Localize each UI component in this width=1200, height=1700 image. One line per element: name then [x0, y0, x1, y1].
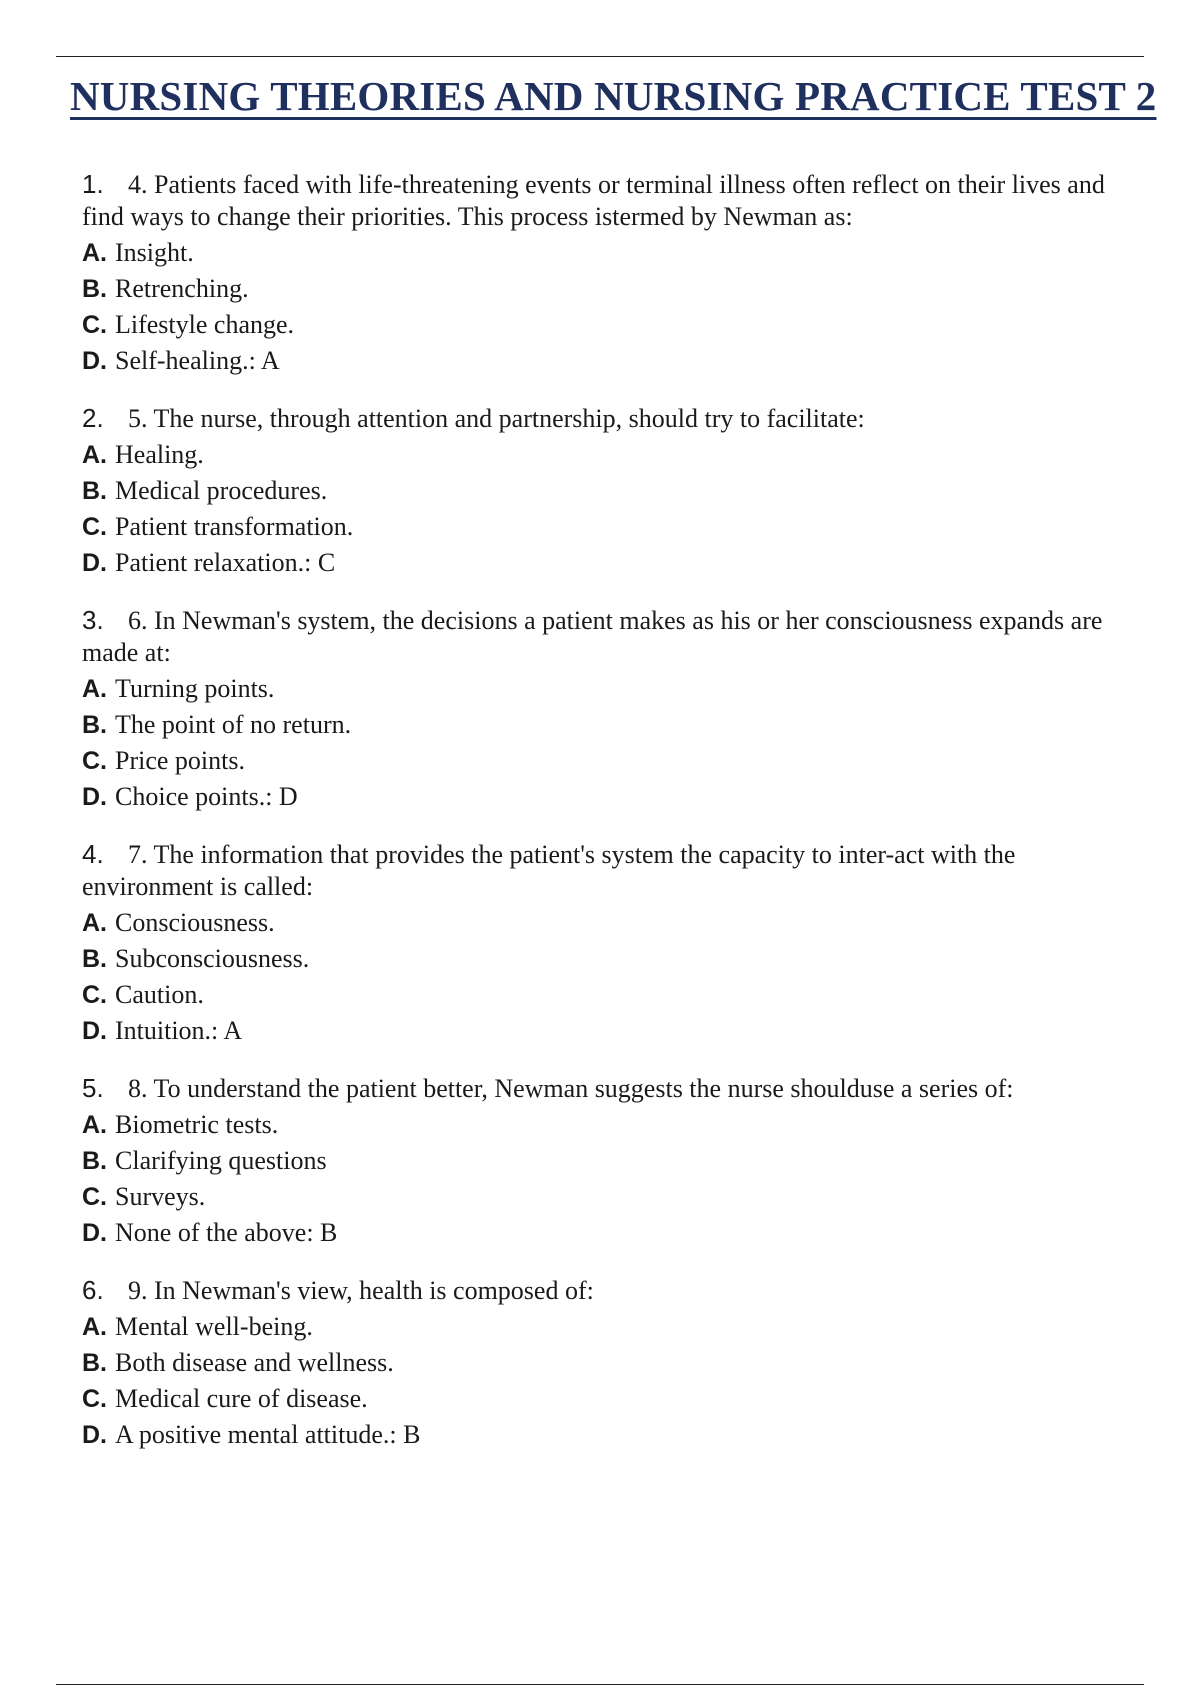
option-text: Subconsciousness. — [115, 944, 310, 973]
option-text: Price points. — [115, 746, 245, 775]
option-text: Both disease and wellness. — [115, 1348, 394, 1377]
option-text: A positive mental attitude.: B — [115, 1420, 421, 1449]
question-1 — [82, 168, 1144, 379]
question-number: 3. — [82, 605, 104, 635]
option-letter: A. — [82, 909, 107, 937]
option-text: Retrenching. — [115, 274, 249, 303]
page-title: NURSING THEORIES AND NURSING PRACTICE TEST 2 — [70, 73, 1157, 119]
option-c — [82, 743, 1144, 779]
option-a — [82, 437, 1144, 473]
option-text: The point of no return. — [115, 710, 352, 739]
option-text: Patient relaxation.: C — [115, 548, 336, 577]
question-text: 7. The information that provides the patient's system the capacity to inter-act with the environment is called: — [82, 840, 1016, 901]
question-stem — [82, 1274, 1144, 1307]
option-b — [82, 941, 1144, 977]
question-text: 4. Patients faced with life-threatening events or terminal illness often reflect on their lives and find ways to change their priorities. This process istermed by Newman as: — [82, 170, 1105, 231]
option-text: Lifestyle change. — [115, 310, 295, 339]
option-text: Choice points.: D — [115, 782, 298, 811]
option-letter: B. — [82, 477, 107, 505]
option-text: None of the above: B — [115, 1218, 338, 1247]
question-number: 6. — [82, 1275, 104, 1305]
option-c — [82, 1179, 1144, 1215]
option-letter: A. — [82, 1313, 107, 1341]
question-text: 6. In Newman's system, the decisions a patient makes as his or her consciousness expands are made at: — [82, 606, 1103, 667]
option-text: Consciousness. — [115, 908, 275, 937]
option-letter: C. — [82, 513, 107, 541]
option-a — [82, 905, 1144, 941]
option-a — [82, 671, 1144, 707]
option-letter: A. — [82, 441, 107, 469]
option-letter: D. — [82, 1219, 107, 1247]
option-text: Self-healing.: A — [115, 346, 280, 375]
question-4 — [82, 838, 1144, 1049]
question-stem — [82, 604, 1144, 669]
option-letter: D. — [82, 783, 107, 811]
option-letter: B. — [82, 1147, 107, 1175]
option-letter: B. — [82, 945, 107, 973]
option-letter: C. — [82, 311, 107, 339]
option-letter: D. — [82, 549, 107, 577]
option-c — [82, 307, 1144, 343]
option-a — [82, 235, 1144, 271]
option-b — [82, 707, 1144, 743]
option-text: Insight. — [115, 238, 194, 267]
option-c — [82, 977, 1144, 1013]
option-text: Intuition.: A — [115, 1016, 243, 1045]
option-letter: B. — [82, 1349, 107, 1377]
option-a — [82, 1309, 1144, 1345]
option-d — [82, 1417, 1144, 1453]
option-text: Medical procedures. — [115, 476, 328, 505]
option-b — [82, 271, 1144, 307]
option-letter: B. — [82, 275, 107, 303]
question-number: 4. — [82, 839, 104, 869]
option-text: Turning points. — [115, 674, 275, 703]
option-text: Biometric tests. — [115, 1110, 279, 1139]
question-text: 8. To understand the patient better, Newman suggests the nurse shoulduse a series of: — [128, 1074, 1014, 1103]
question-stem — [82, 838, 1144, 903]
option-d — [82, 343, 1144, 379]
question-number: 1. — [82, 169, 104, 199]
option-d — [82, 779, 1144, 815]
option-text: Medical cure of disease. — [115, 1384, 368, 1413]
question-number: 5. — [82, 1073, 104, 1103]
option-d — [82, 1215, 1144, 1251]
option-d — [82, 1013, 1144, 1049]
option-letter: A. — [82, 675, 107, 703]
bottom-rule — [56, 1684, 1144, 1685]
question-3 — [82, 604, 1144, 815]
option-c — [82, 509, 1144, 545]
question-6 — [82, 1274, 1144, 1453]
option-letter: A. — [82, 1111, 107, 1139]
option-text: Surveys. — [115, 1182, 206, 1211]
option-letter: D. — [82, 1421, 107, 1449]
option-letter: C. — [82, 1385, 107, 1413]
option-c — [82, 1381, 1144, 1417]
option-text: Patient transformation. — [115, 512, 354, 541]
question-number: 2. — [82, 403, 104, 433]
question-stem — [82, 1072, 1144, 1105]
option-text: Mental well-being. — [115, 1312, 313, 1341]
option-letter: C. — [82, 1183, 107, 1211]
option-b — [82, 1143, 1144, 1179]
option-letter: A. — [82, 239, 107, 267]
option-letter: D. — [82, 1017, 107, 1045]
option-text: Healing. — [115, 440, 204, 469]
question-text: 9. In Newman's view, health is composed of: — [128, 1276, 594, 1305]
question-list — [82, 168, 1144, 1476]
question-stem — [82, 402, 1144, 435]
option-letter: D. — [82, 347, 107, 375]
option-text: Caution. — [115, 980, 204, 1009]
option-letter: B. — [82, 711, 107, 739]
option-letter: C. — [82, 981, 107, 1009]
question-stem — [82, 168, 1144, 233]
top-rule — [56, 56, 1144, 57]
option-b — [82, 1345, 1144, 1381]
option-a — [82, 1107, 1144, 1143]
question-2 — [82, 402, 1144, 581]
option-letter: C. — [82, 747, 107, 775]
option-b — [82, 473, 1144, 509]
option-text: Clarifying questions — [115, 1146, 327, 1175]
question-text: 5. The nurse, through attention and partnership, should try to facilitate: — [128, 404, 865, 433]
question-5 — [82, 1072, 1144, 1251]
option-d — [82, 545, 1144, 581]
